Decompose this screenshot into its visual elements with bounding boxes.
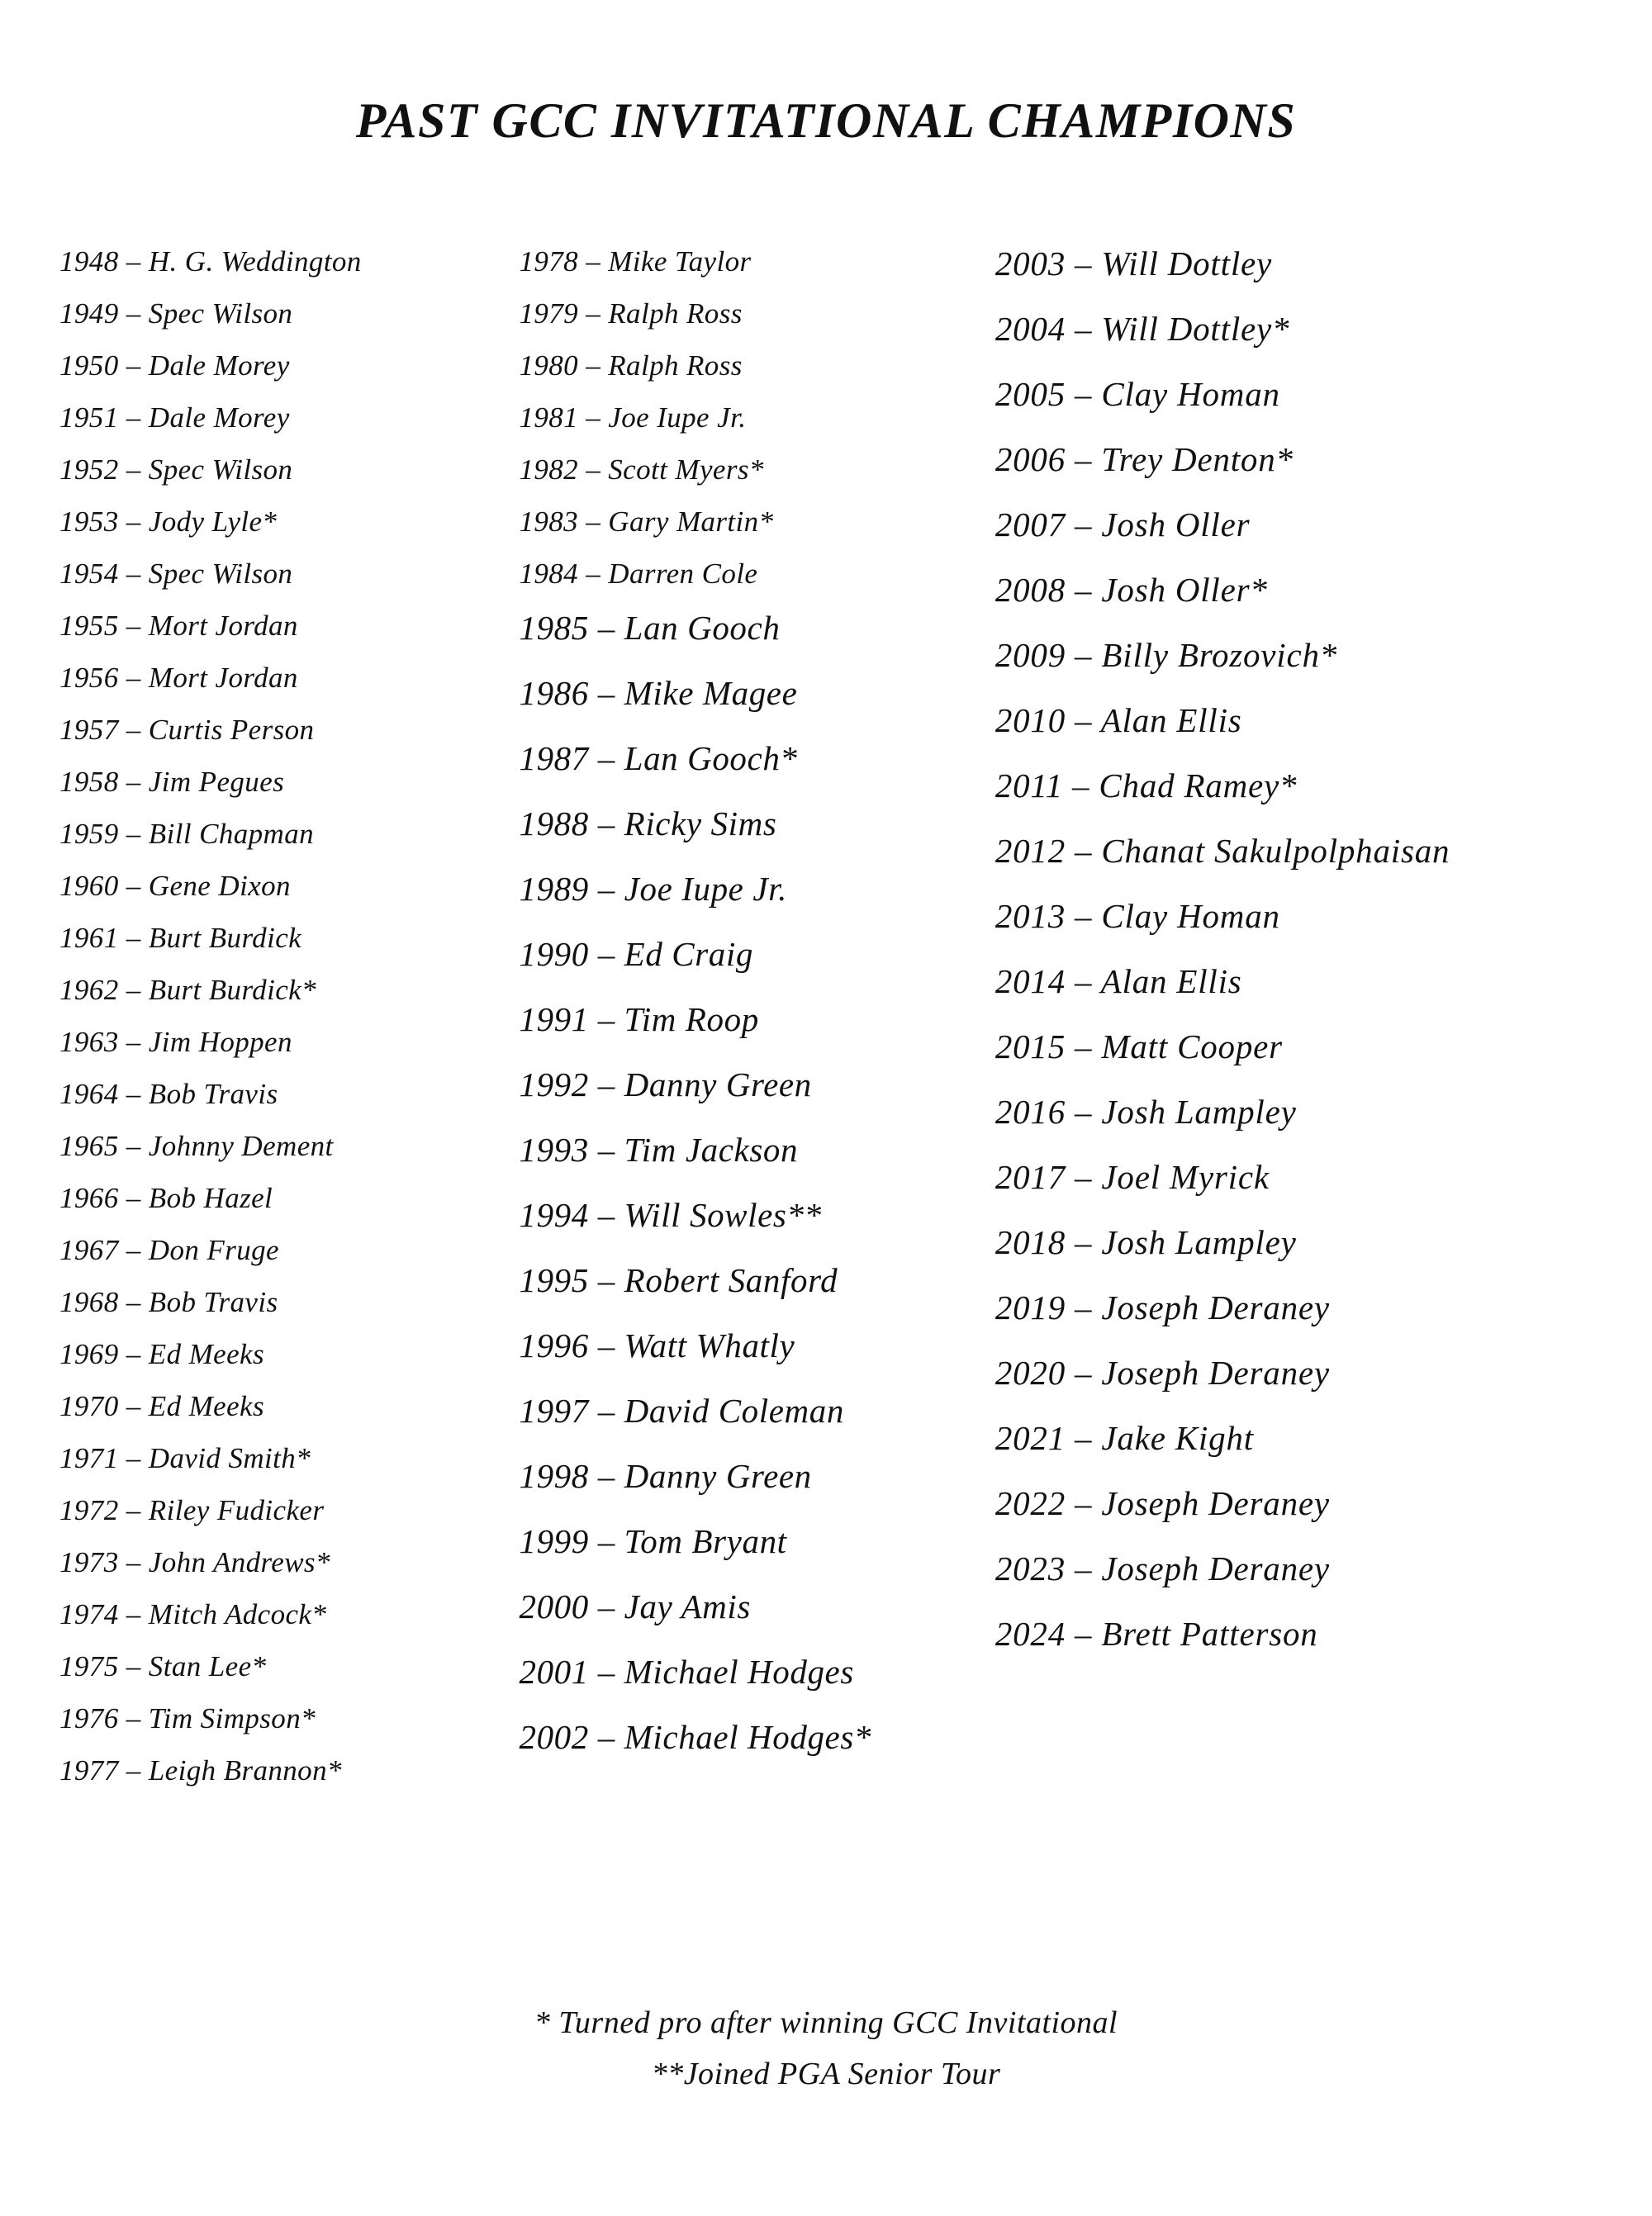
champion-entry: 1961 – Burt Burdick <box>59 922 302 954</box>
champion-entry: 1973 – John Andrews* <box>59 1546 330 1578</box>
champion-entry: 1957 – Curtis Person <box>59 714 315 746</box>
champion-entry: 1971 – David Smith* <box>59 1442 311 1474</box>
champion-entry: 2019 – Joseph Deraney <box>995 1288 1330 1326</box>
champion-entry: 1970 – Ed Meeks <box>59 1390 265 1422</box>
champion-entry: 2009 – Billy Brozovich* <box>995 636 1338 674</box>
champion-entry: 2005 – Clay Homan <box>995 375 1280 413</box>
champion-entry: 1954 – Spec Wilson <box>59 558 293 590</box>
champion-entry: 1983 – Gary Martin* <box>519 505 774 538</box>
champion-entry: 1965 – Johnny Dement <box>59 1130 334 1162</box>
champion-entry: 1952 – Spec Wilson <box>59 453 293 486</box>
champion-entry: 1976 – Tim Simpson* <box>59 1702 316 1734</box>
champion-entry: 2006 – Trey Denton* <box>995 440 1294 478</box>
champion-entry: 1981 – Joe Iupe Jr. <box>519 401 747 434</box>
page-title: PAST GCC INVITATIONAL CHAMPIONS <box>355 93 1297 148</box>
champion-entry: 1990 – Ed Craig <box>519 935 753 973</box>
champion-entry: 1963 – Jim Hoppen <box>59 1026 292 1058</box>
champion-entry: 1977 – Leigh Brannon* <box>59 1754 342 1787</box>
champion-entry: 2022 – Joseph Deraney <box>995 1484 1330 1522</box>
champion-entry: 1975 – Stan Lee* <box>59 1650 267 1682</box>
champions-columns <box>0 244 1652 1808</box>
champion-entry: 1998 – Danny Green <box>519 1457 812 1495</box>
champion-entry: 1955 – Mort Jordan <box>59 610 298 642</box>
champion-entry: 1956 – Mort Jordan <box>59 662 298 694</box>
champion-entry: 1995 – Robert Sanford <box>519 1261 838 1299</box>
champion-entry: 2015 – Matt Cooper <box>995 1027 1283 1065</box>
champion-entry: 1949 – Spec Wilson <box>59 297 293 330</box>
champion-entry: 2018 – Josh Lampley <box>995 1223 1297 1261</box>
champion-entry: 2010 – Alan Ellis <box>995 701 1242 739</box>
champion-entry: 2008 – Josh Oller* <box>995 571 1268 609</box>
champion-entry: 1958 – Jim Pegues <box>59 766 285 798</box>
champion-entry: 2004 – Will Dottley* <box>995 310 1290 348</box>
champion-entry: 1985 – Lan Gooch <box>519 609 781 647</box>
footnote-pro: * Turned pro after winning GCC Invitational <box>534 2005 1118 2040</box>
champion-entry: 2021 – Jake Kight <box>995 1419 1254 1457</box>
champion-entry: 2000 – Jay Amis <box>519 1587 751 1625</box>
champion-entry: 1953 – Jody Lyle* <box>59 505 278 538</box>
footnotes <box>0 2005 1652 2107</box>
champion-entry: 1991 – Tim Roop <box>519 1000 759 1038</box>
champion-entry: 2017 – Joel Myrick <box>995 1158 1270 1196</box>
champion-entry: 1979 – Ralph Ross <box>519 297 743 330</box>
champion-entry: 1951 – Dale Morey <box>59 401 290 434</box>
champion-entry: 1968 – Bob Travis <box>59 1286 278 1318</box>
champion-entry: 1964 – Bob Travis <box>59 1078 278 1110</box>
champion-entry: 1980 – Ralph Ross <box>519 349 743 382</box>
champion-entry: 1967 – Don Fruge <box>59 1234 279 1266</box>
champions-column-2 <box>519 247 995 1786</box>
champions-column-3 <box>995 244 1619 1682</box>
champion-entry: 1994 – Will Sowles** <box>519 1196 822 1234</box>
champion-entry: 2001 – Michael Hodges <box>519 1653 854 1691</box>
champion-entry: 1993 – Tim Jackson <box>519 1131 799 1169</box>
champion-entry: 1950 – Dale Morey <box>59 349 290 382</box>
champion-entry: 1984 – Darren Cole <box>519 558 758 590</box>
champion-entry: 1972 – Riley Fudicker <box>59 1494 325 1526</box>
champion-entry: 1987 – Lan Gooch* <box>519 739 798 777</box>
champion-entry: 2016 – Josh Lampley <box>995 1093 1297 1131</box>
champion-entry: 1986 – Mike Magee <box>519 674 798 712</box>
champion-entry: 1978 – Mike Taylor <box>519 245 752 278</box>
champion-entry: 2013 – Clay Homan <box>995 897 1280 935</box>
champions-column-1 <box>59 247 519 1808</box>
champion-entry: 1999 – Tom Bryant <box>519 1522 787 1560</box>
champion-entry: 1988 – Ricky Sims <box>519 804 777 842</box>
champion-entry: 1997 – David Coleman <box>519 1392 844 1430</box>
champion-entry: 2014 – Alan Ellis <box>995 962 1242 1000</box>
champion-entry: 2011 – Chad Ramey* <box>995 766 1298 804</box>
champion-entry: 1948 – H. G. Weddington <box>59 245 362 278</box>
champion-entry: 1982 – Scott Myers* <box>519 453 764 486</box>
champion-entry: 1966 – Bob Hazel <box>59 1182 273 1214</box>
footnote-senior-tour: **Joined PGA Senior Tour <box>651 2057 1001 2091</box>
champion-entry: 1969 – Ed Meeks <box>59 1338 265 1370</box>
champion-entry: 1959 – Bill Chapman <box>59 818 315 850</box>
champion-entry: 2012 – Chanat Sakulpolphaisan <box>995 832 1450 870</box>
champion-entry: 2020 – Joseph Deraney <box>995 1354 1330 1392</box>
champion-entry: 2007 – Josh Oller <box>995 505 1251 543</box>
champion-entry: 1992 – Danny Green <box>519 1065 812 1103</box>
champion-entry: 2002 – Michael Hodges* <box>519 1718 872 1756</box>
champion-entry: 2003 – Will Dottley <box>995 244 1273 282</box>
champion-entry: 1962 – Burt Burdick* <box>59 974 316 1006</box>
champion-entry: 1996 – Watt Whatly <box>519 1326 795 1364</box>
champion-entry: 1974 – Mitch Adcock* <box>59 1598 327 1630</box>
champion-entry: 2024 – Brett Patterson <box>995 1615 1318 1653</box>
document-page <box>0 93 1652 2216</box>
champion-entry: 1989 – Joe Iupe Jr. <box>519 870 787 908</box>
champion-entry: 2023 – Joseph Deraney <box>995 1549 1330 1587</box>
champion-entry: 1960 – Gene Dixon <box>59 870 291 902</box>
